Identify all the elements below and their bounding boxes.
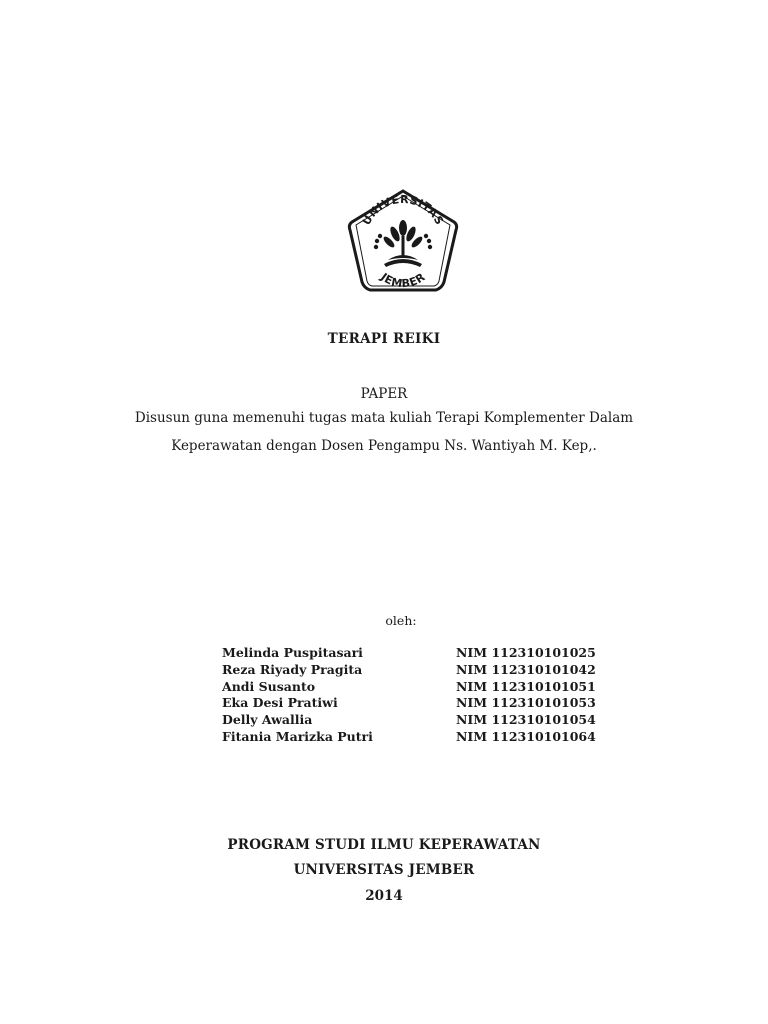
by-label: oleh: <box>385 613 417 628</box>
year: 2014 <box>365 888 403 904</box>
member-nim: NIM 112310101025 <box>456 645 596 660</box>
member-nim: NIM 112310101064 <box>456 728 596 744</box>
subtitle-line-1: Disusun guna memenuhi tugas mata kuliah Terapi Komplementer Dalam <box>134 410 634 426</box>
member-nim: NIM 112310101053 <box>456 695 596 711</box>
svg-text:UNIVERSITAS: UNIVERSITAS <box>359 192 447 228</box>
member-name: Fitania Marizka Putri <box>222 728 373 744</box>
svg-text:JEMBER: JEMBER <box>378 270 428 291</box>
member-name: Melinda Puspitasari <box>222 645 363 660</box>
member-nim: NIM 112310101051 <box>456 678 596 694</box>
university-name: UNIVERSITAS JEMBER <box>293 862 475 878</box>
member-row <box>222 662 602 679</box>
member-row <box>222 679 602 696</box>
member-row <box>222 712 602 729</box>
university-seal-icon <box>344 188 462 298</box>
program-name: PROGRAM STUDI ILMU KEPERAWATAN <box>227 837 541 853</box>
member-row <box>222 695 602 712</box>
member-list <box>222 645 602 746</box>
member-nim: NIM 112310101042 <box>456 661 596 677</box>
member-name: Eka Desi Pratiwi <box>222 695 338 711</box>
member-name: Andi Susanto <box>222 678 316 694</box>
member-name: Delly Awallia <box>222 712 313 728</box>
paper-label: PAPER <box>360 386 408 402</box>
member-row <box>222 729 602 746</box>
member-row <box>222 645 602 662</box>
document-title: TERAPI REIKI <box>327 331 441 347</box>
member-nim: NIM 112310101054 <box>456 712 596 728</box>
member-name: Reza Riyady Pragita <box>222 661 363 677</box>
subtitle-line-2: Keperawatan dengan Dosen Pengampu Ns. Wantiyah M. Kep,. <box>171 438 597 454</box>
